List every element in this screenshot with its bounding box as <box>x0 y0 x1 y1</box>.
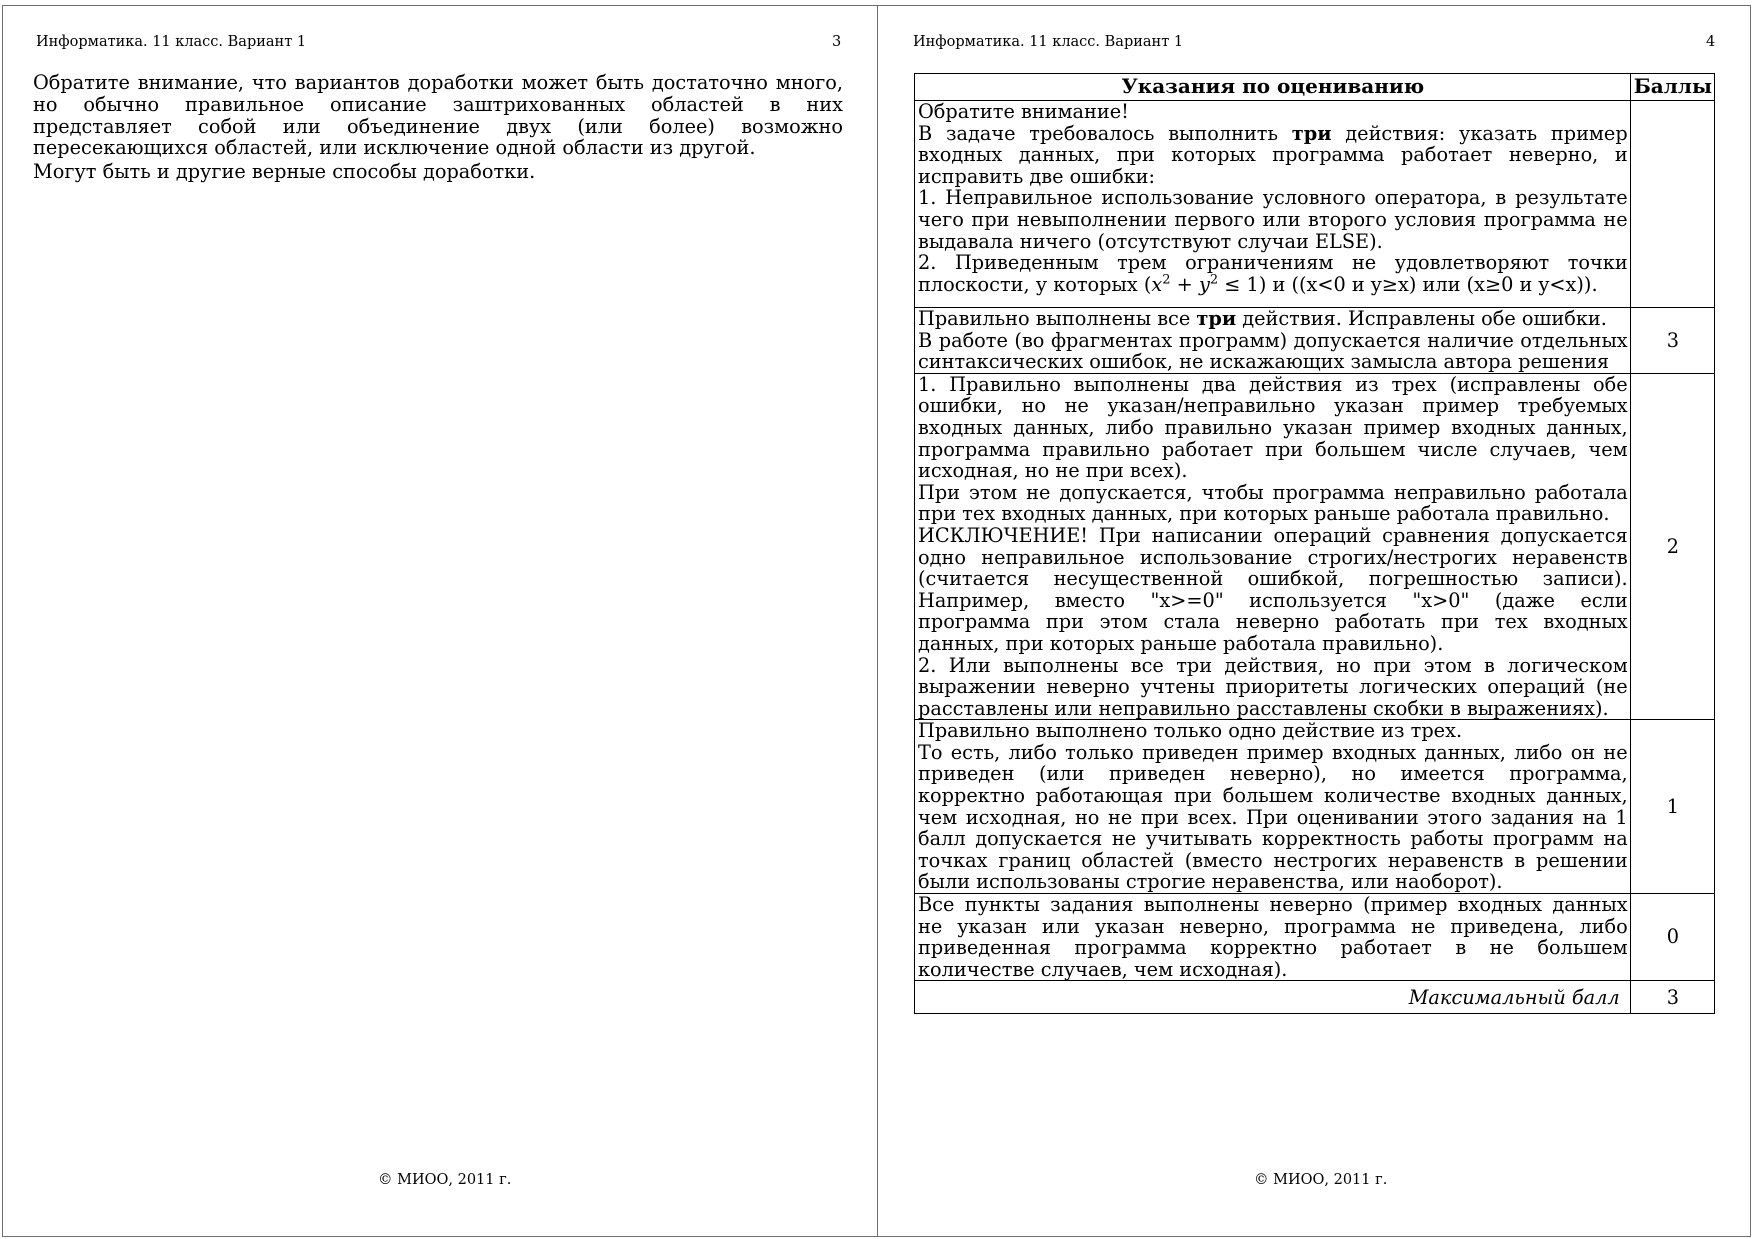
criteria-1-cell: Правильно выполнено только одно действие из трех. То есть, либо только приведен пример входных данных, либо он не приведен (или приведен неверно), но имеется программа, корректно работающая при большем количестве входных данных, чем исходная, но не при всех. При оценивании этого задания на 1 балл допускается не учитывать корректность работы программ на точках границ областей (вместо нестрогих неравенств в решении были использованы строгие неравенства, или наоборот). <box>915 720 1631 894</box>
right-page-footer: © МИОО, 2011 г. <box>1254 1172 1388 1188</box>
criteria-0-cell: Все пункты задания выполнены неверно (пример входных данных не указан или указан неверно, программа не приведена, либо приведенная программа корректно работает в не большем количестве случаев, чем исходная). <box>915 894 1631 981</box>
points-3: 3 <box>1630 308 1714 374</box>
intro-points-cell <box>1630 101 1714 308</box>
intro-task: В задаче требовалось выполнить три действия: указать пример входных данных, при которых программа работает неверно, и исправить две ошибки: <box>918 121 1628 188</box>
left-page-number: 3 <box>832 34 842 50</box>
table-row <box>915 308 1715 374</box>
intro-cell <box>915 101 1631 308</box>
max-score-row <box>915 981 1715 1014</box>
intro-row <box>915 101 1715 308</box>
right-page-header: Информатика. 11 класс. Вариант 1 <box>913 34 1184 50</box>
criteria-3-cell: Правильно выполнены все три действия. Исправлены обе ошибки. В работе (во фрагментах программ) допускается наличие отдельных синтаксических ошибок, не искажающих замысла автора решения <box>915 308 1631 374</box>
left-page-body <box>33 72 843 183</box>
left-paragraph-2: Могут быть и другие верные способы доработки. <box>33 160 536 184</box>
intro-title: Обратите внимание! <box>918 100 1129 123</box>
intro-error-1: 1. Неправильное использование условного оператора, в результате чего при невыполнении первого или второго условия программа не выдавала ничего (отсутствуют случаи ELSE). <box>918 186 1628 253</box>
left-paragraph-1: Обратите внимание, что вариантов доработки может быть достаточно много, но обычно правильное описание заштрихованных областей в них представляет собой или объединение двух (или более) возможно пересекающихся областей, или исключение одной области из другой. <box>33 71 843 160</box>
table-row <box>915 894 1715 981</box>
right-page-number: 4 <box>1706 34 1716 50</box>
col-points-header: Баллы <box>1630 74 1714 101</box>
intro-error-2: 2. Приведенным трем ограничениям не удовлетворяют точки плоскости, у которых $(x^2 + y^2 \le 1)$ и ((x<0 и y≥x) или (x≥0 и y<x)). <box>918 251 1628 296</box>
points-1: 1 <box>1630 720 1714 894</box>
table-row <box>915 720 1715 894</box>
max-score-label: Максимальный балл <box>915 981 1631 1014</box>
col-instructions-header: Указания по оцениванию <box>915 74 1631 101</box>
criteria-2-cell: 1. Правильно выполнены два действия из трех (исправлены обе ошибки, но не указан/неправильно указан пример требуемых входных данных, либо правильно указан пример входных данных, программа правильно работает при большем числе случаев, чем исходная, но не при всех). При этом не допускается, чтобы программа неправильно работала при тех входных данных, при которых раньше работала правильно. ИСКЛЮЧЕНИЕ! При написании операций сравнения допускается одно неправильное использование строгих/нестрогих неравенств (считается несущественной ошибкой, погрешностью записи). Например, вместо "x>=0" используется "x>0" (даже если программа при этом стала неверно работать при тех входных данных, при которых раньше работала правильно). 2. Или выполнены все три действия, но при этом в логическом выражении неверно учтены приоритеты логических операций (не расставлены или неправильно расставлены скобки в выражениях). <box>915 373 1631 720</box>
table-row <box>915 373 1715 720</box>
left-page-footer: © МИОО, 2011 г. <box>378 1172 512 1188</box>
left-page <box>2 5 878 1237</box>
points-0: 0 <box>1630 894 1714 981</box>
points-2: 2 <box>1630 373 1714 720</box>
grading-table <box>914 73 1715 1014</box>
table-header-row <box>915 74 1715 101</box>
max-score-value: 3 <box>1630 981 1714 1014</box>
left-page-header: Информатика. 11 класс. Вариант 1 <box>36 34 307 50</box>
